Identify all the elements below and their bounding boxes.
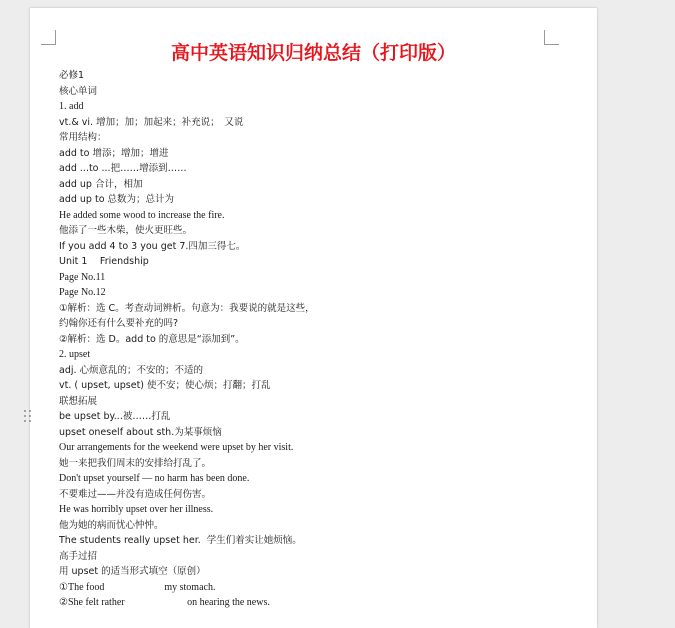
text-line[interactable]: add up 合计，相加 [59,178,143,190]
text-line[interactable]: 用 upset 的适当形式填空（原创） [59,566,206,577]
drag-handle-icon[interactable] [24,410,32,424]
text-line[interactable]: be upset by...被……打乱 [59,411,171,422]
text-line[interactable]: vt. ( upset, upset) 使不安；使心烦；打翻；打乱 [59,380,271,391]
text-line[interactable]: ②She felt rather on hearing the news. [59,597,270,608]
text-line[interactable]: ②解析：选 D。add to 的意思是“添加到”。 [59,333,245,345]
text-line[interactable]: 她一来把我们周末的安排给打乱了。 [59,457,212,469]
text-line[interactable]: The students really upset her. 学生们着实让她烦恼。 [59,535,302,546]
text-line[interactable]: 常用结构： [59,132,107,143]
text-line[interactable]: 约翰你还有什么要补充的吗? [59,318,179,329]
document-body[interactable] [59,68,559,611]
text-line[interactable]: ①The food my stomach. [59,581,216,593]
text-line[interactable]: upset oneself about sth.为某事烦恼 [59,426,222,438]
document-page [30,8,597,628]
text-line[interactable]: If you add 4 to 3 you get 7.四加三得七。 [59,240,246,252]
text-line[interactable]: add ...to ...把……增添到…… [59,163,187,174]
text-line[interactable]: 不要难过——并没有造成任何伤害。 [59,488,212,500]
text-line[interactable]: He was horribly upset over her illness. [59,504,214,515]
text-line[interactable]: 高手过招 [59,550,98,562]
text-line[interactable]: add up to 总数为；总计为 [59,194,175,205]
text-line[interactable]: Page No.11 [59,271,106,283]
text-line[interactable]: 他为她的病而忧心忡忡。 [59,519,164,531]
text-line[interactable]: 1. add [59,101,84,112]
text-line[interactable]: adj. 心烦意乱的；不安的；不适的 [59,364,204,376]
text-line[interactable]: He added some wood to increase the fire. [59,209,225,221]
text-line[interactable]: ①解析：选 C。考查动词辨析。句意为：我要说的就是这些， [59,302,315,314]
document-title[interactable]: 高中英语知识归纳总结（打印版） [170,42,456,64]
text-line[interactable]: 联想拓展 [59,395,98,407]
text-line[interactable]: vt.& vi. 增加；加；加起来；补充说； 又说 [59,116,244,128]
text-line[interactable]: 他添了一些木柴，使火更旺些。 [59,225,193,236]
text-line[interactable]: 2. upset [59,349,91,360]
text-line[interactable]: Our arrangements for the weekend were upset by her visit. [59,442,294,453]
text-line[interactable]: Don't upset yourself — no harm has been done. [59,473,250,484]
text-line[interactable]: 必修1 [59,70,85,81]
text-line[interactable]: Unit 1 Friendship [59,256,149,267]
text-line[interactable]: add to 增添；增加；增进 [59,147,169,159]
text-line[interactable]: Page No.12 [59,287,106,298]
text-line[interactable]: 核心单词 [59,85,98,97]
